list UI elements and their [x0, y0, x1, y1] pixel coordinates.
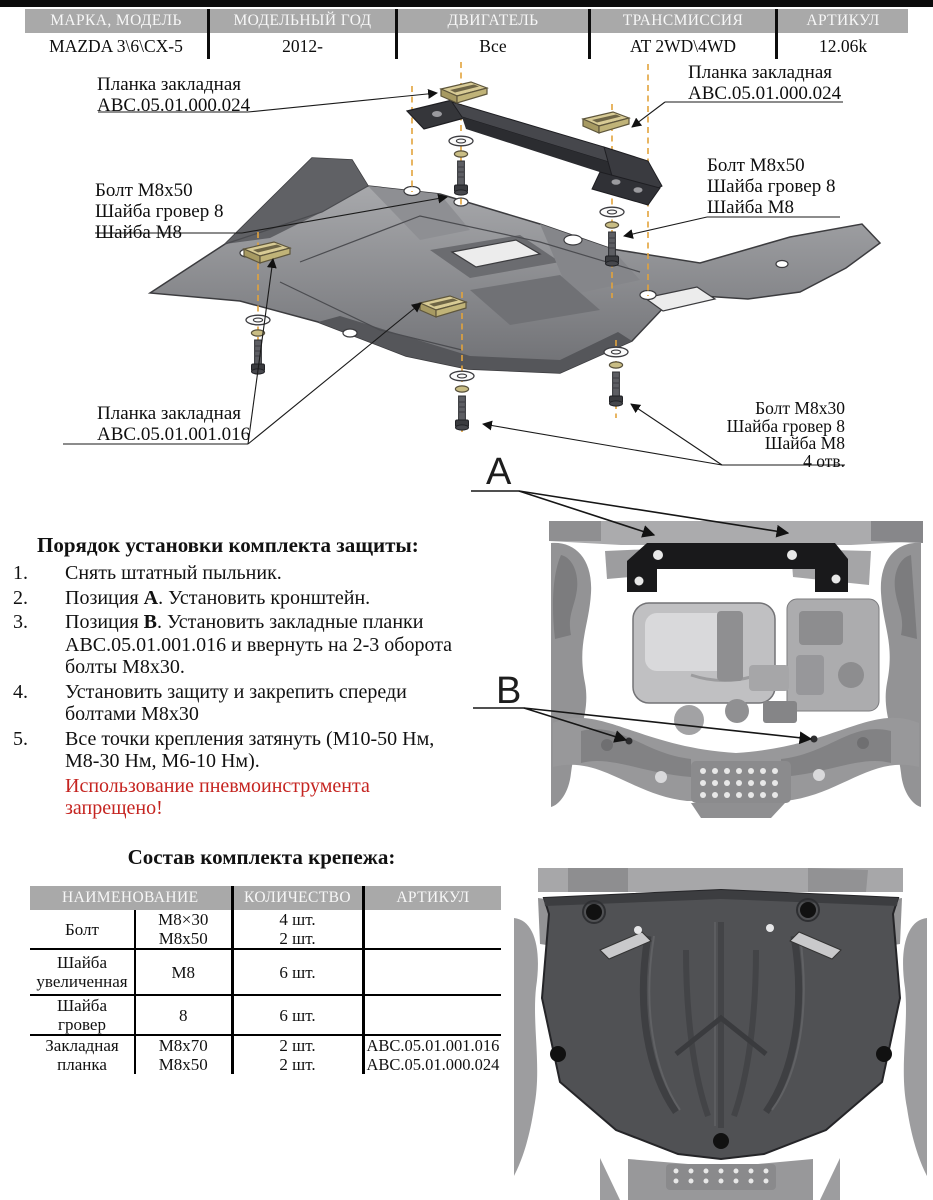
step-text: Позиция В. Установить закладные планки ABC.05.01.001.016 и ввернуть на 2-3 оборота болты М8х30.	[65, 611, 453, 678]
callout-line: ABC.05.01.000.024	[688, 83, 842, 104]
embedded-plate-right	[583, 112, 629, 133]
callout-line: Шайба М8	[764, 433, 845, 453]
callout-bolt-m8x50-right	[707, 155, 835, 218]
kit-header-name: НАИМЕНОВАНИЕ	[30, 886, 232, 910]
callout-line: Болт М8х50	[707, 155, 805, 176]
step-text: Установить защиту и закрепить спереди болтами М8х30	[65, 680, 407, 725]
kit-cell-size: М8х50	[135, 1055, 232, 1074]
step-text: Снять штатный пыльник.	[65, 562, 282, 584]
kit-cell-article: ABC.05.01.000.024	[363, 1055, 501, 1074]
kit-cell-article: ABC.05.01.001.016	[363, 1035, 501, 1055]
step-text: Позиция А. Установить кронштейн.	[65, 586, 371, 609]
kit-cell-qty: 2 шт.	[232, 929, 363, 949]
callout-line: Шайба М8	[707, 197, 795, 218]
bolt-stack-bottom-right	[604, 347, 628, 406]
instruction-step	[8, 611, 464, 679]
kit-cell-article	[363, 910, 501, 929]
bolt-stack-bottom-center	[450, 371, 474, 430]
callout-line: ABC.05.01.000.024	[97, 95, 251, 116]
kit-table-title: Состав комплекта крепежа:	[127, 845, 396, 869]
kit-cell-qty: 4 шт.	[232, 910, 363, 929]
callout-embedded-plate-bottom	[97, 403, 250, 445]
instructions-title: Порядок установки комплекта защиты:	[37, 533, 419, 557]
spec-header-make: МАРКА, МОДЕЛЬ	[25, 9, 207, 33]
spec-value-engine: Все	[395, 33, 588, 59]
kit-cell-qty: 2 шт.	[232, 1035, 363, 1055]
callout-line: Планка закладная	[97, 403, 242, 424]
kit-cell-size: М8х50	[135, 929, 232, 949]
kit-cell-article	[363, 995, 501, 1035]
callout-line: Планка закладная	[97, 74, 242, 95]
instruction-step	[8, 587, 464, 610]
kit-row-bolt	[30, 910, 501, 929]
callout-line: Шайба М8	[95, 222, 183, 243]
kit-row-washer-large	[30, 949, 501, 995]
kit-cell-name: Шайба гровер	[30, 995, 135, 1035]
kit-header-qty: КОЛИЧЕСТВО	[232, 886, 363, 910]
step-number: 5.	[13, 727, 28, 750]
spec-header-year: МОДЕЛЬНЫЙ ГОД	[207, 9, 395, 33]
callout-line: Шайба гровер 8	[707, 176, 836, 197]
kit-row-embedded-plate	[30, 1035, 501, 1055]
callout-line: 4 отв.	[803, 450, 845, 471]
kit-cell-size: М8×30	[135, 910, 232, 929]
callout-line: ABC.05.01.001.016	[97, 424, 251, 445]
kit-cell-size: 8	[135, 995, 232, 1035]
kit-cell-article	[363, 949, 501, 995]
callout-embedded-plate-top-left	[97, 74, 250, 116]
callout-line: Шайба гровер 8	[95, 201, 224, 222]
photo-installed-plate	[508, 858, 933, 1200]
callout-embedded-plate-top-right	[688, 62, 841, 104]
spec-value-make: MAZDA 3\6\CX-5	[49, 35, 183, 56]
spec-value-article: 12.06k	[775, 33, 908, 59]
step-text: Все точки крепления затянуть (М10-50 Нм, М8-30 Нм, М6-10 Нм).	[65, 727, 435, 772]
kit-cell-qty: 2 шт.	[232, 1055, 363, 1074]
spec-header-article: АРТИКУЛ	[775, 9, 908, 33]
callout-bolt-m8x50-left	[95, 180, 223, 243]
pneumatic-tool-warning: Использование пневмоинструмента запрещено!	[65, 774, 370, 819]
instruction-step	[8, 562, 464, 585]
kit-cell-size: М8	[135, 949, 232, 995]
step-number: 1.	[13, 562, 28, 584]
callout-line: Болт М8х30	[755, 398, 845, 418]
callout-line: Шайба гровер 8	[726, 415, 845, 436]
callout-bolt-m8x30	[690, 400, 845, 470]
step-number: 2.	[13, 586, 28, 609]
step-number: 3.	[13, 611, 28, 633]
kit-row-washer-spring	[30, 995, 501, 1035]
bolt-stack-left	[246, 315, 270, 374]
spec-value-year: 2012-	[207, 33, 395, 59]
spec-value-transmission: AT 2WD\4WD	[588, 33, 775, 59]
instruction-step	[8, 681, 464, 726]
kit-cell-article	[363, 929, 501, 949]
bolt-stack-top-left	[449, 136, 473, 195]
kit-cell-name: Шайба увеличенная	[30, 949, 135, 995]
kit-header-article: АРТИКУЛ	[363, 886, 501, 910]
callout-line: Болт М8х50	[95, 180, 193, 201]
kit-cell-name: Болт	[65, 919, 99, 939]
hardware-kit-table	[30, 886, 501, 1074]
position-label-b: В	[496, 670, 522, 712]
position-label-a: А	[486, 451, 512, 493]
spec-header-transmission: ТРАНСМИССИЯ	[588, 9, 775, 33]
embedded-plate-top	[441, 82, 487, 103]
spec-header-engine: ДВИГАТЕЛЬ	[395, 9, 588, 33]
kit-cell-qty: 6 шт.	[232, 995, 363, 1035]
kit-cell-qty: 6 шт.	[232, 949, 363, 995]
installation-instructions	[8, 533, 464, 820]
photo-car-underside	[540, 515, 932, 818]
kit-cell-size: М8х70	[135, 1035, 232, 1055]
kit-cell-name: Закладная планка	[30, 1035, 135, 1074]
callout-line: Планка закладная	[688, 62, 833, 83]
step-number: 4.	[13, 680, 28, 703]
instruction-step	[8, 728, 464, 773]
